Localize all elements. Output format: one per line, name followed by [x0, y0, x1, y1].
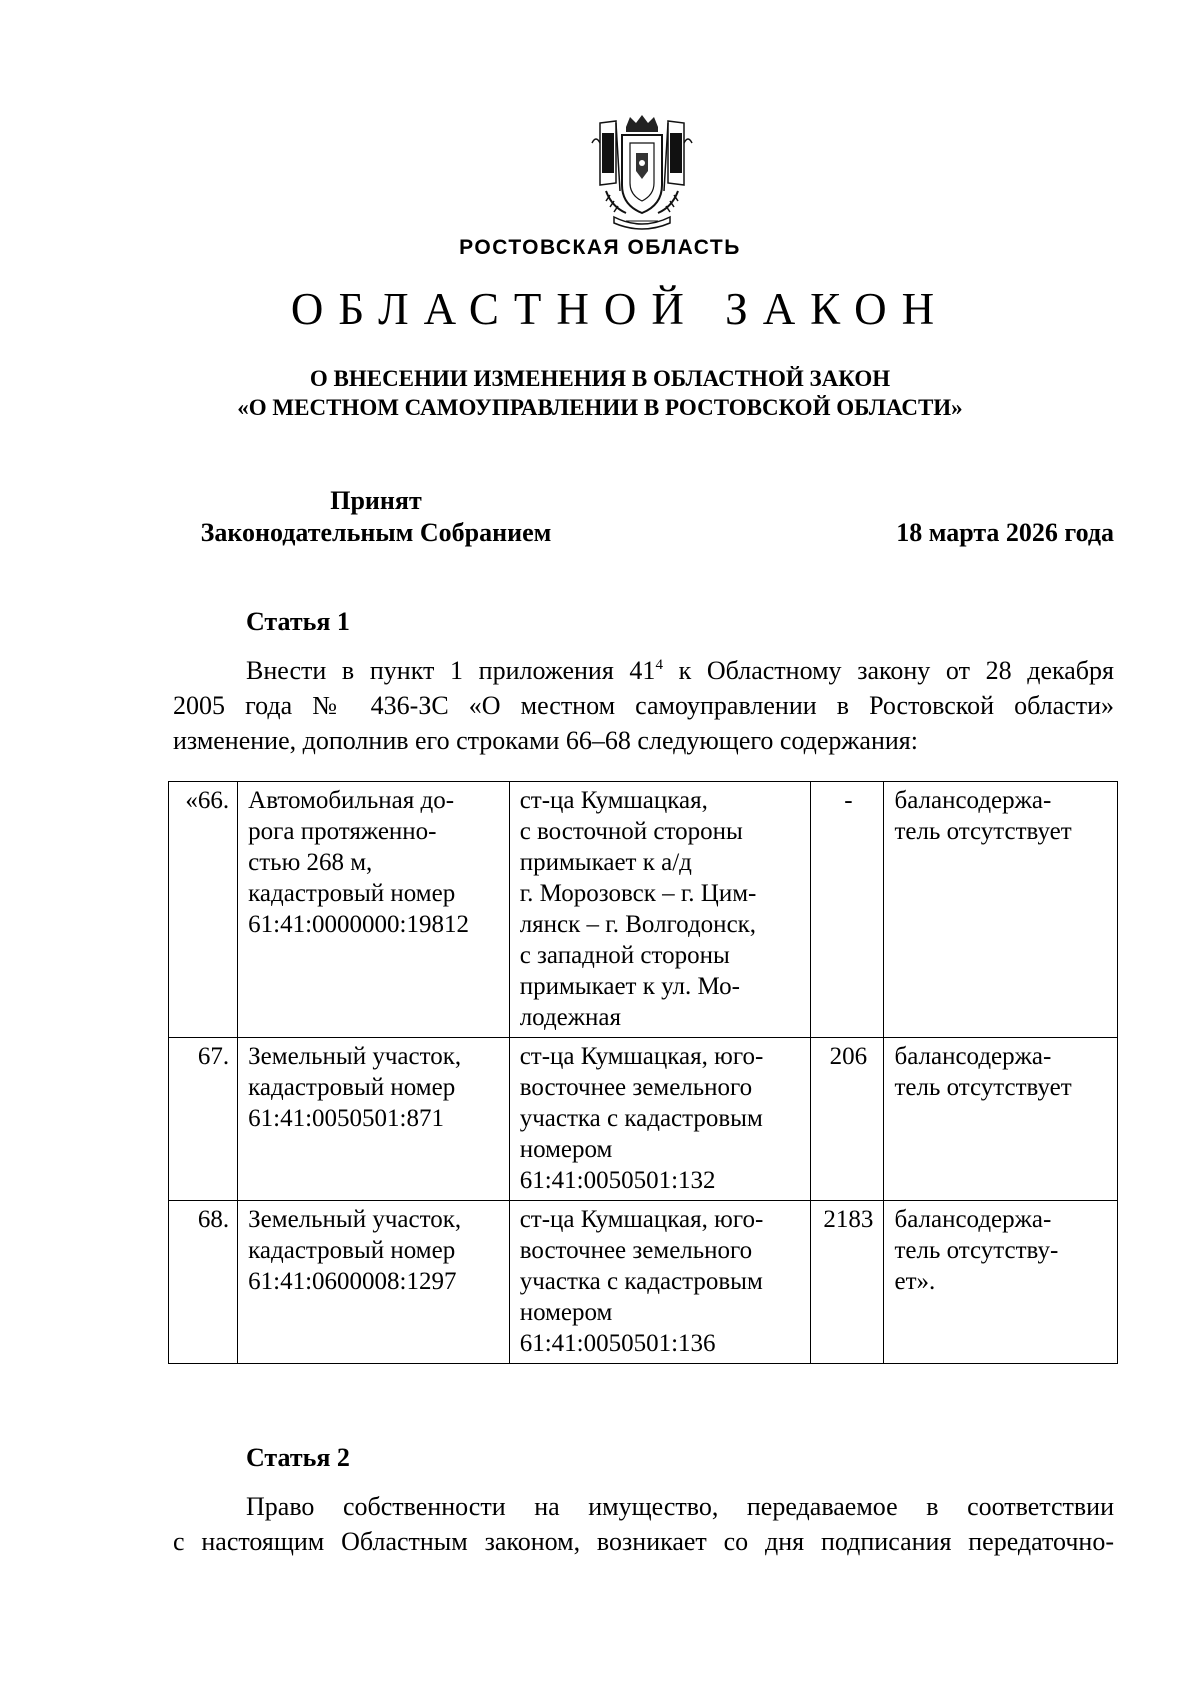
article-1-text	[173, 653, 1114, 758]
text-line: Право собственности на имущество, передаваемое в соответствии	[246, 1492, 1114, 1521]
cell-text-line: ет».	[894, 1268, 936, 1295]
object-name	[238, 782, 510, 1038]
object-holder	[884, 782, 1118, 1038]
coat-of-arms-rostov-icon	[586, 113, 698, 235]
adopted-by: Законодательным Собранием	[200, 518, 552, 547]
cell-text-line: кадастровый номер	[248, 880, 456, 907]
cell-text-line: ст-ца Кумшацкая, юго-	[519, 1206, 764, 1233]
article-1-heading: Статья 1	[246, 607, 350, 636]
article-2-heading: Статья 2	[246, 1443, 350, 1472]
object-location	[509, 1201, 811, 1364]
cell-text-line: ст-ца Кумшацкая,	[519, 787, 708, 814]
cell-text-line: балансодержа-	[894, 1043, 1052, 1070]
table-row	[169, 1038, 1118, 1201]
text-fragment: Внести в пункт 1 приложения 41	[246, 656, 656, 685]
object-area: -	[811, 782, 884, 1038]
cell-text-line: номером	[519, 1136, 613, 1163]
cell-text-line: стью 268 м,	[248, 849, 373, 876]
cell-text-line: с восточной стороны	[519, 818, 743, 845]
cell-text-line: 61:41:0600008:1297	[248, 1268, 457, 1295]
table-row	[169, 1201, 1118, 1364]
cell-text-line: Земельный участок,	[248, 1043, 462, 1070]
cell-text-line: тель отсутствует	[894, 818, 1072, 845]
text-line: 2005 года № 436-ЗС «О местном самоуправлении в Ростовской области»	[173, 691, 1114, 720]
law-title-line: «О МЕСТНОМ САМОУПРАВЛЕНИИ В РОСТОВСКОЙ ОБЛАСТИ»	[237, 395, 963, 420]
law-type-title: ОБЛАСТНОЙ ЗАКОН	[290, 284, 950, 334]
cell-text-line: 61:41:0050501:136	[519, 1330, 716, 1357]
row-number: 67.	[169, 1038, 238, 1201]
law-title-line: О ВНЕСЕНИИ ИЗМЕНЕНИЯ В ОБЛАСТНОЙ ЗАКОН	[309, 366, 891, 391]
cell-text-line: с западной стороны	[519, 942, 730, 969]
cell-text-line: 61:41:0050501:871	[248, 1105, 444, 1132]
cell-text-line: примыкает к а/д	[519, 849, 692, 876]
row-number: «66.	[169, 782, 238, 1038]
cell-text-line: лянск – г. Волгодонск,	[519, 911, 757, 938]
cell-text-line: тель отсутствует	[894, 1074, 1072, 1101]
cell-text-line: участка с кадастровым	[519, 1105, 763, 1132]
text-line: с настоящим Областным законом, возникает со дня подписания передаточно-	[173, 1527, 1114, 1556]
cell-text-line: рога протяженно-	[248, 818, 437, 845]
cell-text-line: восточнее земельного	[519, 1237, 753, 1264]
cell-text-line: балансодержа-	[894, 787, 1052, 814]
table-row	[169, 782, 1118, 1038]
cell-text-line: лодежная	[519, 1004, 622, 1031]
cell-text-line: балансодержа-	[894, 1206, 1052, 1233]
object-name	[238, 1201, 510, 1364]
object-holder	[884, 1038, 1118, 1201]
adoption-date: 18 марта 2026 года	[896, 518, 1114, 547]
object-holder	[884, 1201, 1118, 1364]
superscript: 4	[655, 657, 663, 673]
object-location	[509, 782, 811, 1038]
cell-text-line: тель отсутству-	[894, 1237, 1059, 1264]
object-name	[238, 1038, 510, 1201]
cell-text-line: Земельный участок,	[248, 1206, 462, 1233]
text-line: изменение, дополнив его строками 66–68 следующего содержания:	[173, 726, 918, 755]
text-line	[173, 653, 1114, 688]
adoption-block	[176, 485, 576, 549]
cell-text-line: номером	[519, 1299, 613, 1326]
object-location	[509, 1038, 811, 1201]
law-title	[0, 364, 1200, 422]
property-table	[168, 781, 1118, 1364]
text-fragment: к Областному закону от 28 декабря	[662, 656, 1114, 685]
row-number: 68.	[169, 1201, 238, 1364]
cell-text-line: восточнее земельного	[519, 1074, 753, 1101]
cell-text-line: г. Морозовск – г. Цим-	[519, 880, 757, 907]
cell-text-line: 61:41:0000000:19812	[248, 911, 469, 938]
cell-text-line: ст-ца Кумшацкая, юго-	[519, 1043, 764, 1070]
cell-text-line: примыкает к ул. Мо-	[519, 973, 740, 1000]
adopted-label: Принят	[330, 486, 422, 515]
region-name: РОСТОВСКАЯ ОБЛАСТЬ	[459, 236, 741, 259]
cell-text-line: 61:41:0050501:132	[519, 1167, 716, 1194]
cell-text-line: участка с кадастровым	[519, 1268, 763, 1295]
article-2-text	[173, 1489, 1114, 1559]
cell-text-line: кадастровый номер	[248, 1074, 456, 1101]
cell-text-line: Автомобильная до-	[248, 787, 455, 814]
cell-text-line: кадастровый номер	[248, 1237, 456, 1264]
object-area: 206	[811, 1038, 884, 1201]
object-area: 2183	[811, 1201, 884, 1364]
